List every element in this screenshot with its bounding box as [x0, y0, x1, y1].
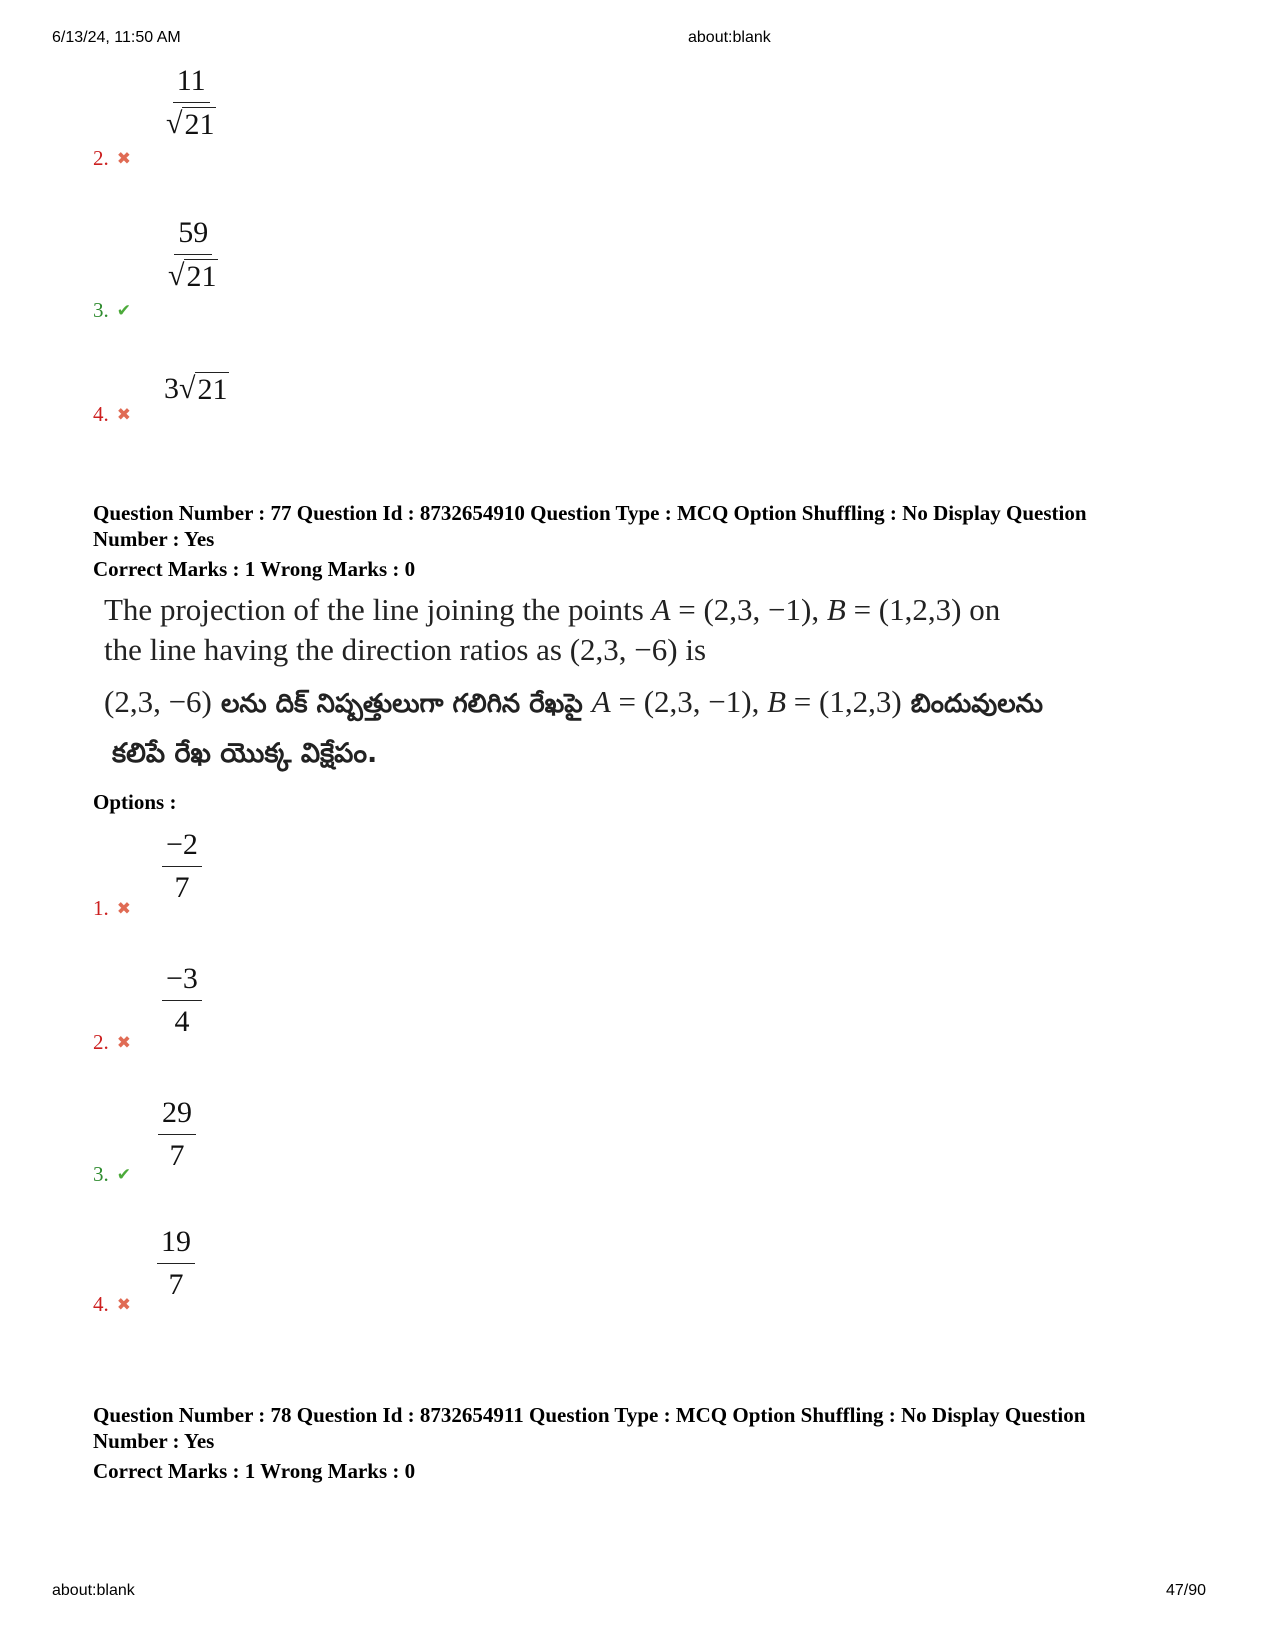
prev-option-4 — [93, 402, 131, 427]
sqrt-icon: √ — [168, 259, 185, 292]
wrong-mark-icon: ✖ — [116, 899, 131, 918]
text: = (2,3, −1), — [610, 684, 768, 719]
option-number: 4. — [93, 1292, 109, 1316]
q77-option-4-math — [157, 1225, 195, 1302]
fraction-denominator: 4 — [174, 1005, 190, 1038]
fraction-denominator: 7 — [168, 1268, 184, 1301]
sqrt-icon: √ — [166, 107, 183, 140]
correct-check-icon: ✔ — [116, 1165, 131, 1184]
options-label: Options : — [93, 790, 177, 814]
q77-option-4 — [93, 1292, 131, 1317]
question-77-text-te-line2: కలిపే రేఖ యొక్క విక్షేపం. — [112, 738, 378, 769]
print-footer-url: about:blank — [52, 1582, 135, 1599]
question-77-text-te-line1 — [104, 684, 1043, 725]
coefficient: 3 — [164, 372, 179, 405]
text: = (1,2,3) on — [845, 592, 1001, 627]
question-meta-line: Question Number : 78 Question Id : 8732654911 Question Type : MCQ Option Shuffling : No Display Question — [93, 1403, 1086, 1427]
question-77-text-en-line2: the line having the direction ratios as (2,3, −6) is — [104, 632, 707, 667]
option-number: 1. — [93, 896, 109, 920]
question-meta-line: Number : Yes — [93, 1429, 215, 1453]
telugu-text: లను దిక్ నిష్పత్తులుగా గలిగిన రేఖపై — [211, 689, 592, 719]
fraction-numerator: −2 — [162, 828, 202, 867]
radicand: 21 — [186, 260, 217, 293]
text: = (1,2,3) — [786, 684, 902, 719]
var: B — [826, 592, 846, 627]
question-77-text-en-line1 — [104, 592, 1000, 628]
fraction-numerator: 29 — [158, 1096, 196, 1135]
option-number: 4. — [93, 402, 109, 426]
print-page-number: 47/90 — [1166, 1582, 1207, 1599]
fraction-numerator: 11 — [173, 64, 210, 103]
correct-check-icon: ✔ — [116, 301, 131, 320]
wrong-mark-icon: ✖ — [116, 405, 131, 424]
fraction-denominator: 7 — [174, 871, 190, 904]
option-number: 2. — [93, 146, 109, 170]
sqrt-icon: √ — [179, 372, 196, 405]
prev-option-3 — [93, 298, 131, 323]
wrong-mark-icon: ✖ — [116, 149, 131, 168]
prev-option-2 — [93, 146, 131, 171]
fraction-numerator: 59 — [174, 216, 212, 255]
telugu-text: బిందువులను — [901, 689, 1043, 719]
var: B — [767, 684, 787, 719]
radicand: 21 — [197, 373, 228, 406]
q77-option-2-math — [162, 962, 202, 1039]
q77-option-1 — [93, 896, 131, 921]
prev-option-3-math — [168, 216, 218, 294]
wrong-mark-icon: ✖ — [116, 1033, 131, 1052]
option-number: 3. — [93, 298, 109, 322]
option-number: 2. — [93, 1030, 109, 1054]
text: = (2,3, −1), — [670, 592, 827, 627]
q77-option-3-math — [158, 1096, 196, 1173]
q77-option-1-math — [162, 828, 202, 905]
fraction-numerator: −3 — [162, 962, 202, 1001]
var: A — [651, 592, 671, 627]
wrong-mark-icon: ✖ — [116, 1295, 131, 1314]
print-page-title: about:blank — [688, 29, 771, 46]
question-77-marks: Correct Marks : 1 Wrong Marks : 0 — [93, 557, 416, 581]
option-number: 3. — [93, 1162, 109, 1186]
var: A — [591, 684, 611, 719]
text: (2,3, −6) — [104, 684, 212, 719]
q77-option-2 — [93, 1030, 131, 1055]
question-78-marks: Correct Marks : 1 Wrong Marks : 0 — [93, 1459, 416, 1483]
text: The projection of the line joining the points — [104, 592, 652, 627]
fraction-numerator: 19 — [157, 1225, 195, 1264]
question-78-meta — [93, 1402, 1203, 1454]
radicand: 21 — [184, 108, 215, 141]
question-meta-line: Question Number : 77 Question Id : 8732654910 Question Type : MCQ Option Shuffling : No Display Question — [93, 501, 1087, 525]
fraction-denominator: 7 — [169, 1139, 185, 1172]
question-meta-line: Number : Yes — [93, 527, 215, 551]
q77-option-3 — [93, 1162, 131, 1187]
print-datetime: 6/13/24, 11:50 AM — [52, 29, 181, 46]
question-77-meta — [93, 500, 1203, 552]
prev-option-2-math — [166, 64, 216, 142]
prev-option-4-math — [164, 372, 229, 407]
